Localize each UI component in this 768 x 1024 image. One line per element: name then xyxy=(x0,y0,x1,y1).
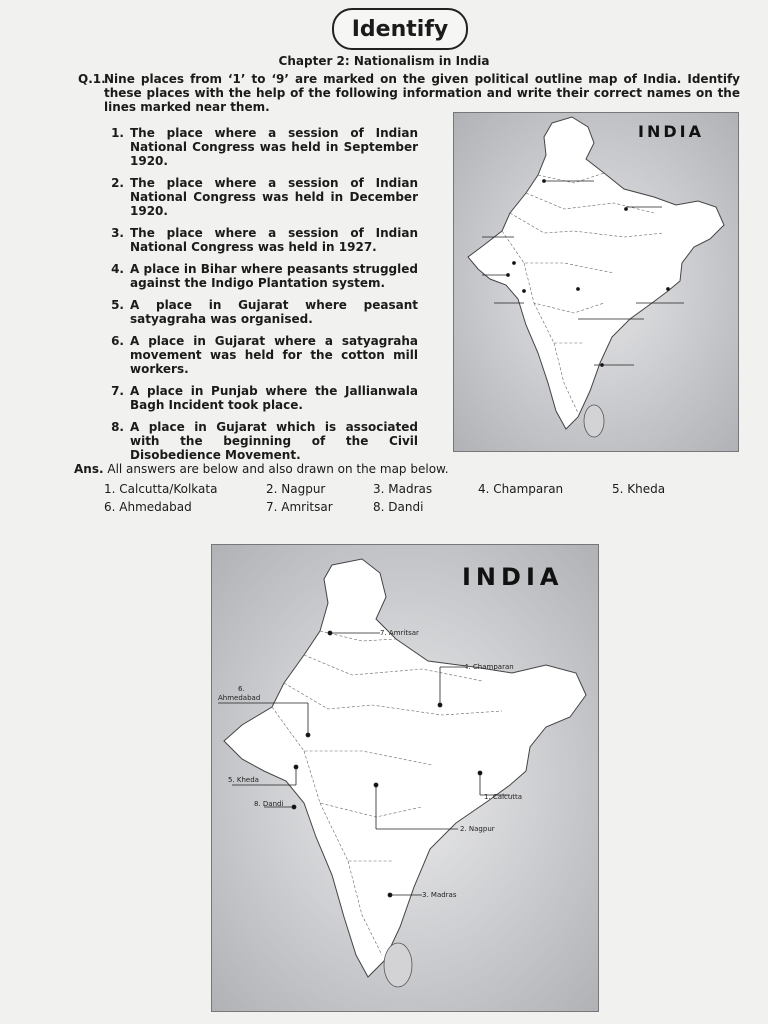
answer-item: 3. Madras xyxy=(373,482,433,496)
page-title xyxy=(332,8,468,50)
clue-item xyxy=(100,334,418,376)
india-outline-blank xyxy=(454,113,738,451)
answer-label: Ans. xyxy=(74,462,104,476)
chapter-heading: Chapter 2: Nationalism in India xyxy=(278,54,490,68)
answer-item: 5. Kheda xyxy=(612,482,666,496)
clue-number: 8. xyxy=(111,420,124,434)
question-text: Nine places from ‘1’ to ‘9’ are marked on the given political outline map of India. Identify these places with the help of the following information and write their correct names on the lines marked near them. xyxy=(104,72,740,114)
clue-text: A place in Bihar where peasants struggled against the Indigo Plantation system. xyxy=(130,262,418,290)
answer-item: 7. Amritsar xyxy=(266,500,333,514)
map-label-calcutta: 1. Calcutta xyxy=(484,793,523,801)
map-label-madras: 3. Madras xyxy=(422,891,457,899)
clue-list xyxy=(100,126,418,470)
map-label-ahmedabad: Ahmedabad xyxy=(218,694,261,702)
map-label-amritsar: 7. Amritsar xyxy=(380,629,419,637)
map-label-champaran: 4. Champaran xyxy=(464,663,514,671)
clue-item xyxy=(100,176,418,218)
clue-text: The place where a session of Indian National Congress was held in 1927. xyxy=(130,226,418,254)
map-label-kheda: 5. Kheda xyxy=(228,776,259,784)
answer-item: 6. Ahmedabad xyxy=(104,500,192,514)
clue-item xyxy=(100,298,418,326)
clue-text: A place in Punjab where the Jallianwala Bagh Incident took place. xyxy=(130,384,418,412)
map-label-ahmedabad-number: 6. xyxy=(238,685,245,693)
clue-text: A place in Gujarat where peasant satyagraha was organised. xyxy=(130,298,418,326)
clue-item xyxy=(100,420,418,462)
map-title-top: INDIA xyxy=(638,122,704,141)
clue-number: 2. xyxy=(111,176,124,190)
clue-number: 4. xyxy=(111,262,124,276)
map-title-bottom: INDIA xyxy=(462,563,564,591)
map-label-dandi: 8. Dandi xyxy=(254,800,284,808)
india-outline-answered xyxy=(212,545,598,1011)
clue-number: 1. xyxy=(111,126,124,140)
page-title-text: Identify xyxy=(351,16,449,42)
question-number: Q.1. xyxy=(78,72,106,86)
clue-number: 3. xyxy=(111,226,124,240)
outline-map-answered xyxy=(211,544,599,1012)
clue-text: A place in Gujarat which is associated with the beginning of the Civil Disobedience Movement. xyxy=(130,420,418,462)
answer-item: 8. Dandi xyxy=(373,500,424,514)
clue-text: A place in Gujarat where a satyagraha movement was held for the cotton mill workers. xyxy=(130,334,418,376)
clue-number: 6. xyxy=(111,334,124,348)
map-label-nagpur: 2. Nagpur xyxy=(460,825,495,833)
answer-item: 4. Champaran xyxy=(478,482,564,496)
clue-item xyxy=(100,126,418,168)
question-block xyxy=(78,72,740,114)
sri-lanka xyxy=(384,943,412,987)
clue-item xyxy=(100,262,418,290)
sri-lanka xyxy=(584,405,604,437)
clue-text: The place where a session of Indian National Congress was held in December 1920. xyxy=(130,176,418,218)
clue-item xyxy=(100,226,418,254)
clue-item xyxy=(100,384,418,412)
clue-number: 7. xyxy=(111,384,124,398)
answer-item: 1. Calcutta/Kolkata xyxy=(104,482,218,496)
answer-item: 2. Nagpur xyxy=(266,482,326,496)
answer-list xyxy=(0,482,768,522)
clue-text: The place where a session of Indian National Congress was held in September 1920. xyxy=(130,126,418,168)
answer-heading xyxy=(74,462,449,476)
clue-number: 5. xyxy=(111,298,124,312)
answer-intro: All answers are below and also drawn on the map below. xyxy=(107,462,449,476)
outline-map-blank xyxy=(453,112,739,452)
